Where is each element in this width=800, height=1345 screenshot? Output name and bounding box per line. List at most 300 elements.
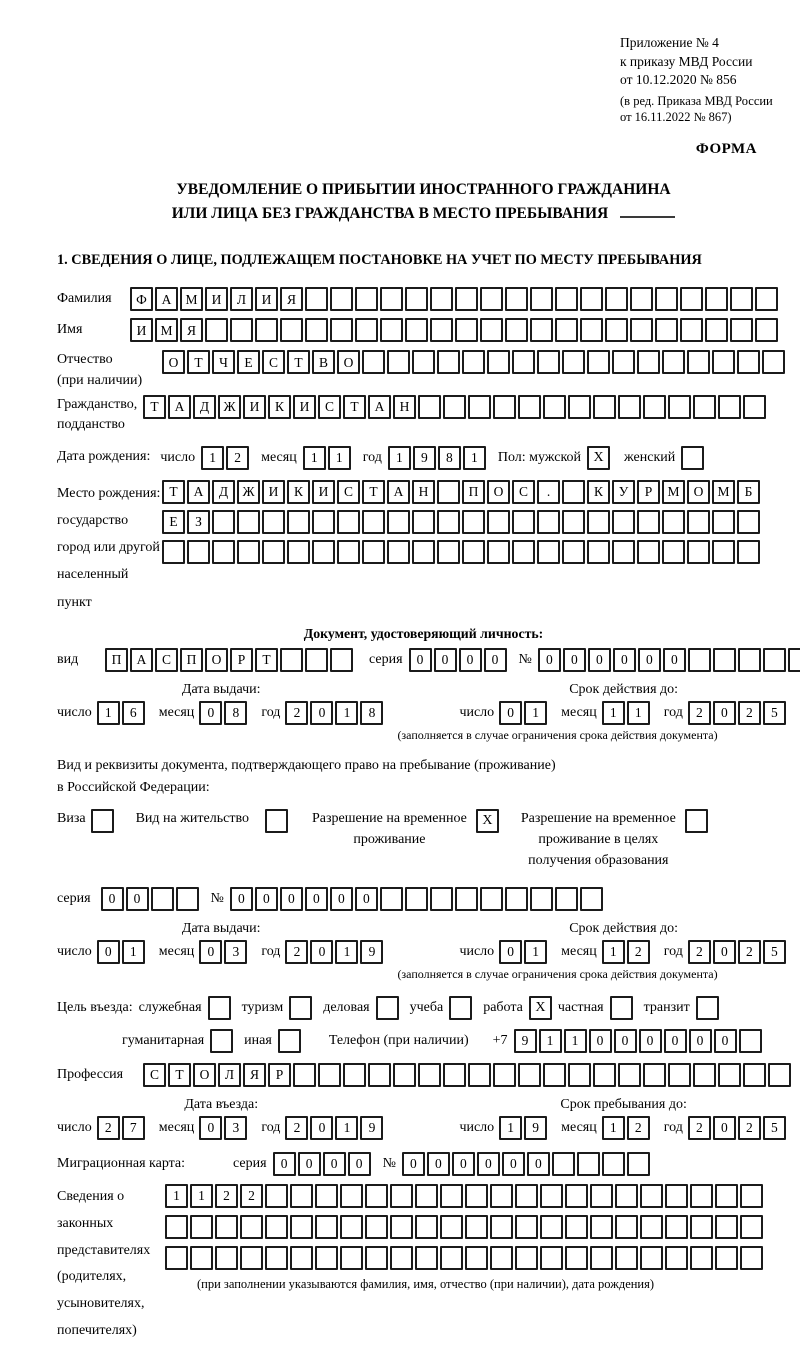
char-cell[interactable]: 1 xyxy=(564,1029,587,1053)
char-cell[interactable] xyxy=(165,1215,188,1239)
char-cell[interactable]: М xyxy=(155,318,178,342)
char-cell[interactable] xyxy=(537,510,560,534)
char-cell[interactable]: О xyxy=(687,480,710,504)
char-cell[interactable] xyxy=(280,648,303,672)
char-cell[interactable] xyxy=(555,318,578,342)
char-cell[interactable] xyxy=(290,1246,313,1270)
char-cell[interactable] xyxy=(593,395,616,419)
char-cell[interactable] xyxy=(437,510,460,534)
char-cell[interactable]: 3 xyxy=(224,940,247,964)
char-cell[interactable]: Т xyxy=(168,1063,191,1087)
char-cell[interactable] xyxy=(555,887,578,911)
char-cell[interactable] xyxy=(615,1184,638,1208)
char-cell[interactable]: О xyxy=(487,480,510,504)
char-cell[interactable]: К xyxy=(268,395,291,419)
char-cell[interactable] xyxy=(368,1063,391,1087)
char-cell[interactable]: 2 xyxy=(688,940,711,964)
char-cell[interactable] xyxy=(340,1246,363,1270)
char-cell[interactable]: Ф xyxy=(130,287,153,311)
char-cell[interactable]: 2 xyxy=(627,940,650,964)
char-cell[interactable] xyxy=(365,1215,388,1239)
char-cell[interactable] xyxy=(465,1215,488,1239)
char-cell[interactable] xyxy=(518,395,541,419)
char-cell[interactable]: 7 xyxy=(122,1116,145,1140)
char-cell[interactable]: 0 xyxy=(273,1152,296,1176)
char-cell[interactable]: 0 xyxy=(664,1029,687,1053)
char-cell[interactable]: К xyxy=(587,480,610,504)
char-cell[interactable]: 0 xyxy=(427,1152,450,1176)
char-cell[interactable] xyxy=(755,287,778,311)
char-cell[interactable]: Т xyxy=(255,648,278,672)
char-cell[interactable]: А xyxy=(187,480,210,504)
char-cell[interactable] xyxy=(565,1215,588,1239)
char-cell[interactable]: 0 xyxy=(663,648,686,672)
char-cell[interactable]: Т xyxy=(143,395,166,419)
char-cell[interactable]: Н xyxy=(393,395,416,419)
char-cell[interactable] xyxy=(190,1246,213,1270)
char-cell[interactable] xyxy=(455,318,478,342)
char-cell[interactable]: Т xyxy=(187,350,210,374)
char-cell[interactable]: Т xyxy=(287,350,310,374)
char-cell[interactable] xyxy=(465,1246,488,1270)
char-cell[interactable]: 0 xyxy=(613,648,636,672)
char-cell[interactable] xyxy=(630,318,653,342)
char-cell[interactable] xyxy=(330,648,353,672)
char-cell[interactable] xyxy=(443,395,466,419)
char-cell[interactable] xyxy=(387,510,410,534)
char-cell[interactable]: 0 xyxy=(689,1029,712,1053)
char-cell[interactable] xyxy=(487,540,510,564)
char-cell[interactable] xyxy=(662,510,685,534)
char-cell[interactable] xyxy=(437,540,460,564)
char-cell[interactable]: 0 xyxy=(199,701,222,725)
char-cell[interactable]: 9 xyxy=(360,940,383,964)
char-cell[interactable]: 0 xyxy=(589,1029,612,1053)
char-cell[interactable]: 1 xyxy=(335,940,358,964)
char-cell[interactable] xyxy=(562,510,585,534)
char-cell[interactable] xyxy=(655,287,678,311)
char-cell[interactable] xyxy=(530,318,553,342)
char-cell[interactable] xyxy=(612,510,635,534)
char-cell[interactable]: П xyxy=(105,648,128,672)
char-cell[interactable]: 0 xyxy=(255,887,278,911)
char-cell[interactable] xyxy=(387,540,410,564)
char-cell[interactable] xyxy=(455,287,478,311)
char-cell[interactable] xyxy=(630,287,653,311)
char-cell[interactable]: 1 xyxy=(602,701,625,725)
char-cell[interactable]: 0 xyxy=(484,648,507,672)
char-cell[interactable] xyxy=(712,540,735,564)
char-cell[interactable]: А xyxy=(130,648,153,672)
char-cell[interactable]: Е xyxy=(162,510,185,534)
char-cell[interactable] xyxy=(718,1063,741,1087)
char-cell[interactable]: 0 xyxy=(538,648,561,672)
char-cell[interactable] xyxy=(380,287,403,311)
char-cell[interactable] xyxy=(540,1184,563,1208)
char-cell[interactable] xyxy=(355,287,378,311)
char-cell[interactable] xyxy=(480,318,503,342)
residence-permit-checkbox[interactable] xyxy=(265,809,288,833)
sex-male-checkbox[interactable]: X xyxy=(587,446,610,470)
char-cell[interactable] xyxy=(490,1246,513,1270)
char-cell[interactable] xyxy=(543,395,566,419)
char-cell[interactable] xyxy=(612,350,635,374)
char-cell[interactable]: 0 xyxy=(348,1152,371,1176)
char-cell[interactable] xyxy=(505,887,528,911)
char-cell[interactable]: 0 xyxy=(452,1152,475,1176)
char-cell[interactable]: 2 xyxy=(688,701,711,725)
char-cell[interactable] xyxy=(212,510,235,534)
char-cell[interactable]: Р xyxy=(268,1063,291,1087)
char-cell[interactable]: 0 xyxy=(499,701,522,725)
char-cell[interactable] xyxy=(290,1215,313,1239)
char-cell[interactable] xyxy=(662,350,685,374)
char-cell[interactable] xyxy=(738,648,761,672)
char-cell[interactable]: П xyxy=(180,648,203,672)
char-cell[interactable] xyxy=(380,318,403,342)
char-cell[interactable] xyxy=(230,318,253,342)
char-cell[interactable] xyxy=(730,287,753,311)
char-cell[interactable] xyxy=(262,510,285,534)
char-cell[interactable] xyxy=(330,318,353,342)
char-cell[interactable] xyxy=(643,1063,666,1087)
char-cell[interactable] xyxy=(687,510,710,534)
char-cell[interactable] xyxy=(640,1215,663,1239)
char-cell[interactable]: 0 xyxy=(199,1116,222,1140)
char-cell[interactable] xyxy=(337,540,360,564)
char-cell[interactable] xyxy=(240,1215,263,1239)
char-cell[interactable] xyxy=(443,1063,466,1087)
char-cell[interactable]: 5 xyxy=(763,940,786,964)
char-cell[interactable] xyxy=(580,318,603,342)
char-cell[interactable]: У xyxy=(612,480,635,504)
char-cell[interactable] xyxy=(668,1063,691,1087)
char-cell[interactable] xyxy=(337,510,360,534)
char-cell[interactable]: 1 xyxy=(328,446,351,470)
char-cell[interactable] xyxy=(730,318,753,342)
char-cell[interactable] xyxy=(565,1184,588,1208)
char-cell[interactable]: 0 xyxy=(280,887,303,911)
char-cell[interactable]: 0 xyxy=(305,887,328,911)
char-cell[interactable] xyxy=(380,887,403,911)
char-cell[interactable]: М xyxy=(712,480,735,504)
char-cell[interactable] xyxy=(690,1215,713,1239)
char-cell[interactable]: 8 xyxy=(224,701,247,725)
char-cell[interactable] xyxy=(515,1215,538,1239)
char-cell[interactable]: 2 xyxy=(285,940,308,964)
char-cell[interactable]: С xyxy=(337,480,360,504)
char-cell[interactable] xyxy=(640,1246,663,1270)
char-cell[interactable] xyxy=(737,350,760,374)
char-cell[interactable]: И xyxy=(293,395,316,419)
char-cell[interactable]: А xyxy=(168,395,191,419)
char-cell[interactable] xyxy=(543,1063,566,1087)
char-cell[interactable]: П xyxy=(462,480,485,504)
char-cell[interactable] xyxy=(315,1184,338,1208)
char-cell[interactable]: 1 xyxy=(388,446,411,470)
char-cell[interactable]: Ж xyxy=(218,395,241,419)
purpose-transit-checkbox[interactable] xyxy=(696,996,719,1020)
char-cell[interactable] xyxy=(440,1184,463,1208)
char-cell[interactable]: 0 xyxy=(402,1152,425,1176)
char-cell[interactable] xyxy=(430,887,453,911)
char-cell[interactable] xyxy=(687,540,710,564)
char-cell[interactable]: 0 xyxy=(310,940,333,964)
char-cell[interactable]: 0 xyxy=(563,648,586,672)
char-cell[interactable] xyxy=(387,350,410,374)
char-cell[interactable] xyxy=(305,648,328,672)
char-cell[interactable] xyxy=(505,287,528,311)
char-cell[interactable] xyxy=(618,395,641,419)
char-cell[interactable] xyxy=(530,287,553,311)
char-cell[interactable] xyxy=(262,540,285,564)
char-cell[interactable] xyxy=(768,1063,791,1087)
char-cell[interactable]: . xyxy=(537,480,560,504)
char-cell[interactable]: С xyxy=(262,350,285,374)
purpose-humanitarian-checkbox[interactable] xyxy=(210,1029,233,1053)
char-cell[interactable]: 1 xyxy=(627,701,650,725)
char-cell[interactable] xyxy=(512,540,535,564)
char-cell[interactable]: 2 xyxy=(285,1116,308,1140)
char-cell[interactable]: 1 xyxy=(165,1184,188,1208)
char-cell[interactable] xyxy=(255,318,278,342)
purpose-private-checkbox[interactable] xyxy=(610,996,633,1020)
purpose-other-checkbox[interactable] xyxy=(278,1029,301,1053)
char-cell[interactable]: 9 xyxy=(524,1116,547,1140)
char-cell[interactable] xyxy=(565,1246,588,1270)
char-cell[interactable]: А xyxy=(387,480,410,504)
char-cell[interactable] xyxy=(705,287,728,311)
char-cell[interactable]: 2 xyxy=(97,1116,120,1140)
char-cell[interactable] xyxy=(587,350,610,374)
char-cell[interactable]: Т xyxy=(162,480,185,504)
char-cell[interactable] xyxy=(577,1152,600,1176)
purpose-tourism-checkbox[interactable] xyxy=(289,996,312,1020)
char-cell[interactable] xyxy=(237,540,260,564)
char-cell[interactable]: 0 xyxy=(310,701,333,725)
char-cell[interactable] xyxy=(712,510,735,534)
char-cell[interactable] xyxy=(580,887,603,911)
char-cell[interactable]: 0 xyxy=(434,648,457,672)
char-cell[interactable]: О xyxy=(193,1063,216,1087)
char-cell[interactable] xyxy=(687,350,710,374)
char-cell[interactable] xyxy=(512,350,535,374)
char-cell[interactable] xyxy=(627,1152,650,1176)
char-cell[interactable]: 0 xyxy=(355,887,378,911)
char-cell[interactable]: 0 xyxy=(199,940,222,964)
char-cell[interactable]: И xyxy=(262,480,285,504)
char-cell[interactable] xyxy=(162,540,185,564)
char-cell[interactable] xyxy=(440,1246,463,1270)
char-cell[interactable] xyxy=(215,1246,238,1270)
char-cell[interactable] xyxy=(739,1029,762,1053)
char-cell[interactable] xyxy=(737,510,760,534)
char-cell[interactable] xyxy=(205,318,228,342)
char-cell[interactable] xyxy=(362,510,385,534)
visa-checkbox[interactable] xyxy=(91,809,114,833)
char-cell[interactable] xyxy=(265,1215,288,1239)
char-cell[interactable]: 0 xyxy=(323,1152,346,1176)
char-cell[interactable] xyxy=(480,887,503,911)
char-cell[interactable]: 2 xyxy=(226,446,249,470)
char-cell[interactable] xyxy=(187,540,210,564)
char-cell[interactable] xyxy=(555,287,578,311)
char-cell[interactable] xyxy=(540,1215,563,1239)
char-cell[interactable] xyxy=(743,395,766,419)
temp-residence-checkbox[interactable]: X xyxy=(476,809,499,833)
char-cell[interactable] xyxy=(305,318,328,342)
char-cell[interactable]: 1 xyxy=(499,1116,522,1140)
char-cell[interactable] xyxy=(715,1184,738,1208)
char-cell[interactable]: 0 xyxy=(459,648,482,672)
char-cell[interactable] xyxy=(290,1184,313,1208)
char-cell[interactable] xyxy=(518,1063,541,1087)
char-cell[interactable]: А xyxy=(155,287,178,311)
char-cell[interactable] xyxy=(468,1063,491,1087)
char-cell[interactable]: З xyxy=(187,510,210,534)
char-cell[interactable] xyxy=(487,350,510,374)
char-cell[interactable] xyxy=(788,648,800,672)
char-cell[interactable] xyxy=(562,540,585,564)
char-cell[interactable] xyxy=(287,510,310,534)
char-cell[interactable]: С xyxy=(155,648,178,672)
purpose-work-checkbox[interactable]: X xyxy=(529,996,552,1020)
char-cell[interactable] xyxy=(343,1063,366,1087)
char-cell[interactable]: 1 xyxy=(539,1029,562,1053)
char-cell[interactable]: Я xyxy=(180,318,203,342)
char-cell[interactable]: 2 xyxy=(627,1116,650,1140)
char-cell[interactable] xyxy=(590,1184,613,1208)
char-cell[interactable]: 0 xyxy=(638,648,661,672)
char-cell[interactable] xyxy=(637,510,660,534)
char-cell[interactable] xyxy=(437,480,460,504)
char-cell[interactable]: К xyxy=(287,480,310,504)
char-cell[interactable] xyxy=(265,1184,288,1208)
char-cell[interactable] xyxy=(465,1184,488,1208)
char-cell[interactable] xyxy=(365,1184,388,1208)
char-cell[interactable] xyxy=(430,287,453,311)
char-cell[interactable]: 0 xyxy=(527,1152,550,1176)
char-cell[interactable] xyxy=(693,395,716,419)
char-cell[interactable] xyxy=(480,287,503,311)
char-cell[interactable] xyxy=(640,1184,663,1208)
char-cell[interactable] xyxy=(176,887,199,911)
char-cell[interactable] xyxy=(318,1063,341,1087)
char-cell[interactable] xyxy=(515,1246,538,1270)
char-cell[interactable] xyxy=(693,1063,716,1087)
char-cell[interactable] xyxy=(468,395,491,419)
char-cell[interactable]: 9 xyxy=(514,1029,537,1053)
char-cell[interactable] xyxy=(212,540,235,564)
char-cell[interactable]: 0 xyxy=(502,1152,525,1176)
char-cell[interactable]: 1 xyxy=(190,1184,213,1208)
char-cell[interactable] xyxy=(315,1246,338,1270)
char-cell[interactable] xyxy=(437,350,460,374)
char-cell[interactable] xyxy=(493,1063,516,1087)
char-cell[interactable] xyxy=(430,318,453,342)
char-cell[interactable]: В xyxy=(312,350,335,374)
char-cell[interactable] xyxy=(740,1246,763,1270)
char-cell[interactable] xyxy=(737,540,760,564)
char-cell[interactable]: 1 xyxy=(602,1116,625,1140)
char-cell[interactable]: 0 xyxy=(713,1116,736,1140)
char-cell[interactable] xyxy=(740,1215,763,1239)
char-cell[interactable]: 5 xyxy=(763,1116,786,1140)
char-cell[interactable] xyxy=(762,350,785,374)
char-cell[interactable]: 8 xyxy=(438,446,461,470)
char-cell[interactable] xyxy=(637,540,660,564)
char-cell[interactable]: Д xyxy=(212,480,235,504)
char-cell[interactable] xyxy=(537,540,560,564)
char-cell[interactable] xyxy=(593,1063,616,1087)
char-cell[interactable]: С xyxy=(318,395,341,419)
char-cell[interactable]: 1 xyxy=(335,701,358,725)
char-cell[interactable]: 5 xyxy=(763,701,786,725)
char-cell[interactable]: 1 xyxy=(335,1116,358,1140)
char-cell[interactable]: 0 xyxy=(713,701,736,725)
char-cell[interactable] xyxy=(562,480,585,504)
char-cell[interactable] xyxy=(462,540,485,564)
char-cell[interactable] xyxy=(355,318,378,342)
char-cell[interactable] xyxy=(405,887,428,911)
char-cell[interactable]: 1 xyxy=(201,446,224,470)
char-cell[interactable]: Р xyxy=(637,480,660,504)
char-cell[interactable]: Н xyxy=(412,480,435,504)
char-cell[interactable] xyxy=(412,540,435,564)
char-cell[interactable] xyxy=(165,1246,188,1270)
char-cell[interactable] xyxy=(605,318,628,342)
char-cell[interactable] xyxy=(515,1184,538,1208)
char-cell[interactable] xyxy=(587,540,610,564)
temp-residence-education-checkbox[interactable] xyxy=(685,809,708,833)
char-cell[interactable] xyxy=(590,1215,613,1239)
char-cell[interactable]: Я xyxy=(280,287,303,311)
char-cell[interactable] xyxy=(312,540,335,564)
char-cell[interactable] xyxy=(405,287,428,311)
char-cell[interactable] xyxy=(602,1152,625,1176)
char-cell[interactable]: 6 xyxy=(122,701,145,725)
char-cell[interactable] xyxy=(743,1063,766,1087)
char-cell[interactable] xyxy=(715,1246,738,1270)
char-cell[interactable] xyxy=(390,1184,413,1208)
char-cell[interactable]: 1 xyxy=(97,701,120,725)
char-cell[interactable]: М xyxy=(180,287,203,311)
char-cell[interactable] xyxy=(487,510,510,534)
char-cell[interactable] xyxy=(215,1215,238,1239)
char-cell[interactable] xyxy=(662,540,685,564)
char-cell[interactable]: И xyxy=(312,480,335,504)
char-cell[interactable] xyxy=(537,350,560,374)
char-cell[interactable] xyxy=(315,1215,338,1239)
char-cell[interactable]: 0 xyxy=(499,940,522,964)
char-cell[interactable] xyxy=(580,287,603,311)
char-cell[interactable]: 1 xyxy=(524,940,547,964)
char-cell[interactable] xyxy=(287,540,310,564)
char-cell[interactable]: 0 xyxy=(713,940,736,964)
char-cell[interactable]: Ч xyxy=(212,350,235,374)
char-cell[interactable] xyxy=(365,1246,388,1270)
char-cell[interactable]: 0 xyxy=(298,1152,321,1176)
char-cell[interactable]: И xyxy=(130,318,153,342)
char-cell[interactable] xyxy=(615,1215,638,1239)
char-cell[interactable]: 0 xyxy=(614,1029,637,1053)
char-cell[interactable]: 1 xyxy=(303,446,326,470)
char-cell[interactable]: Я xyxy=(243,1063,266,1087)
char-cell[interactable]: 1 xyxy=(122,940,145,964)
purpose-official-checkbox[interactable] xyxy=(208,996,231,1020)
char-cell[interactable]: 2 xyxy=(240,1184,263,1208)
char-cell[interactable] xyxy=(412,510,435,534)
